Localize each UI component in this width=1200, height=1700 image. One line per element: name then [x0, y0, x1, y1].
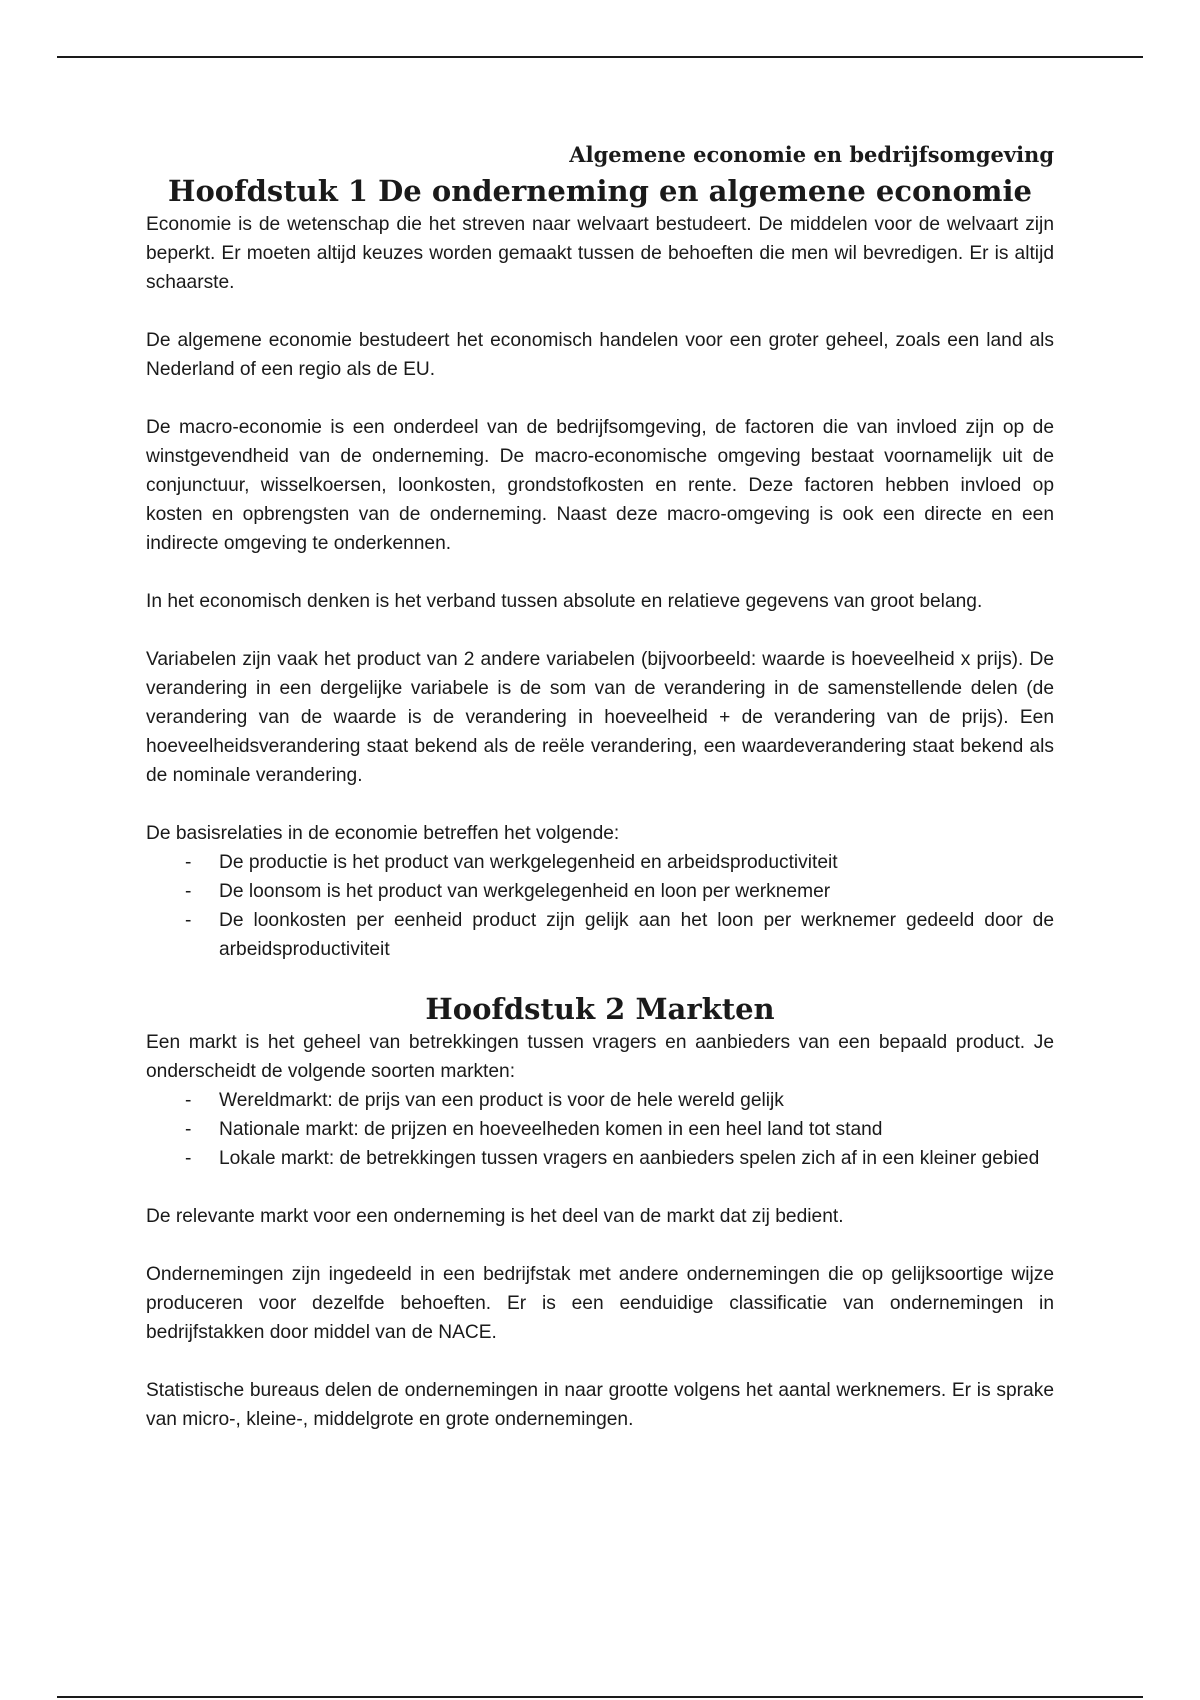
chapter-2-title: Hoofdstuk 2 Markten — [425, 992, 775, 1026]
list-item: - De loonkosten per eenheid product zijn gelijk aan het loon per werknemer gedeeld door de arbeidsproductiviteit — [219, 906, 1054, 964]
chapter-1-paragraph: Economie is de wetenschap die het streven naar welvaart bestudeert. De middelen voor de welvaart zijn beperkt. Er moeten altijd keuzes worden gemaakt tussen de behoeften die men wil bevredigen. Er is altijd schaarste. — [146, 214, 1054, 293]
list-item: - Lokale markt: de betrekkingen tussen vragers en aanbieders spelen zich af in een kleiner gebied — [219, 1144, 1054, 1173]
list-item: - De loonsom is het product van werkgelegenheid en loon per werknemer — [219, 877, 1054, 906]
chapter-1-list-intro: De basisrelaties in de economie betreffen het volgende: — [146, 823, 620, 844]
chapter-2-paragraph: Ondernemingen zijn ingedeeld in een bedrijfstak met andere ondernemingen die op gelijksoortige wijze produceren voor dezelfde behoeften. Er is een eenduidige classificatie van ondernemingen in bedrijfstakken door middel van de NACE. — [146, 1264, 1054, 1343]
header-rule — [57, 56, 1143, 58]
chapter-1-paragraph: De algemene economie bestudeert het economisch handelen voor een groter geheel, zoals een land als Nederland of een regio als de EU. — [146, 330, 1054, 380]
list-item: - Nationale markt: de prijzen en hoeveelheden komen in een heel land tot stand — [219, 1115, 1054, 1144]
chapter-1-paragraph: Variabelen zijn vaak het product van 2 andere variabelen (bijvoorbeeld: waarde is hoeveelheid x prijs). De verandering in een dergelijke variabele is de som van de verandering in de samenstellende delen (de verandering van de waarde is de verandering in hoeveelheid + de verandering van de prijs). Een hoeveelheidsverandering staat bekend als de reële verandering, een waardeverandering staat bekend als de nominale verandering. — [146, 649, 1054, 786]
chapter-2-intro: Een markt is het geheel van betrekkingen tussen vragers en aanbieders van een bepaald product. Je onderscheidt de volgende soorten markten: — [146, 1032, 1054, 1082]
basic-relations-list — [146, 848, 1054, 964]
footer-rule — [57, 1696, 1143, 1698]
market-types-list — [146, 1086, 1054, 1173]
chapter-1-paragraph: De macro-economie is een onderdeel van de bedrijfsomgeving, de factoren die van invloed zijn op de winstgevendheid van de onderneming. De macro-economische omgeving bestaat voornamelijk uit de conjunctuur, wisselkoersen, loonkosten, grondstofkosten en rente. Deze factoren hebben invloed op kosten en opbrengsten van de onderneming. Naast deze macro-omgeving is ook een directe en een indirecte omgeving te onderkennen. — [146, 417, 1054, 554]
running-title: Algemene economie en bedrijfsomgeving — [569, 142, 1054, 167]
chapter-1-title: Hoofdstuk 1 De onderneming en algemene economie — [168, 174, 1032, 208]
chapter-2-paragraph: De relevante markt voor een onderneming is het deel van de markt dat zij bedient. — [146, 1206, 844, 1227]
list-item: - De productie is het product van werkgelegenheid en arbeidsproductiviteit — [219, 848, 1054, 877]
list-item: - Wereldmarkt: de prijs van een product is voor de hele wereld gelijk — [219, 1086, 1054, 1115]
document-page — [146, 140, 1054, 1463]
chapter-1-paragraph: In het economisch denken is het verband tussen absolute en relatieve gegevens van groot belang. — [146, 591, 983, 612]
chapter-2-paragraph: Statistische bureaus delen de ondernemingen in naar grootte volgens het aantal werknemers. Er is sprake van micro-, kleine-, middelgrote en grote ondernemingen. — [146, 1380, 1054, 1430]
